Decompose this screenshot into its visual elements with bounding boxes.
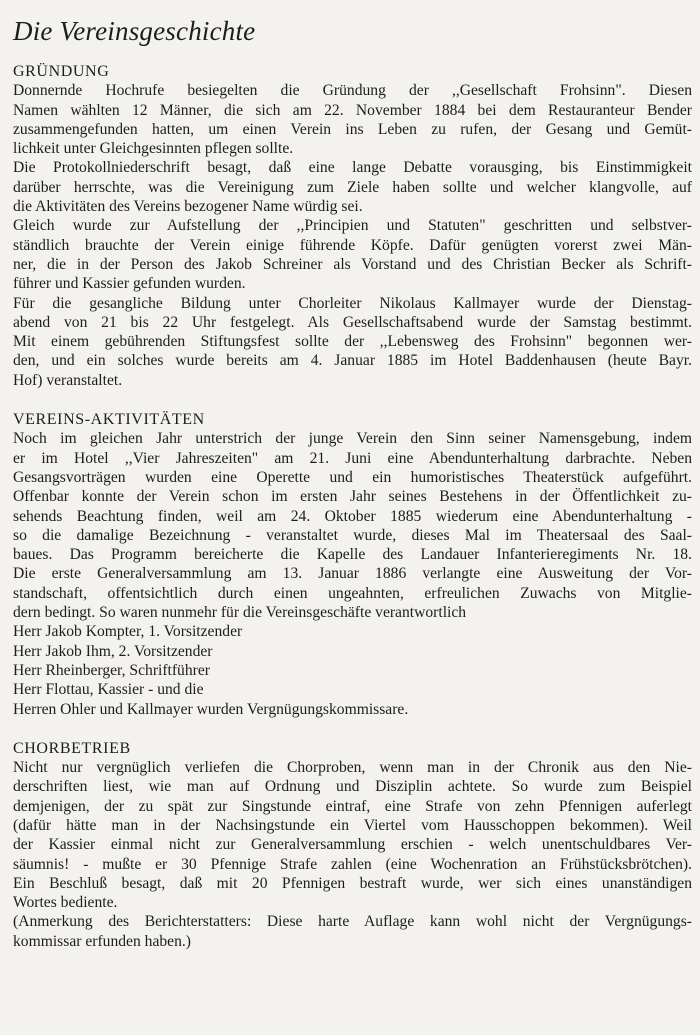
text-line: Donnernde Hochrufe besiegelten die Gründung der ,,Gesellschaft Frohsinn". Diesen [13,82,692,100]
text-line: baues. Das Programm bereicherte die Kapelle des Landauer Infanterieregiments Nr. 18. [13,546,692,564]
text-line: ner, die in der Person des Jakob Schreiner als Vorstand und des Christian Becker als Schrift- [13,255,692,273]
text-line: die Aktivitäten des Vereins bezogener Name würdig sei. [13,198,363,216]
board-member-line: Herr Jakob Kompter, 1. Vorsitzender [13,623,243,641]
text-line: derschriften liest, wie man auf Ordnung und Disziplin achtete. So wurde zum Beispiel [13,778,692,796]
text-line: (Anmerkung des Berichterstatters: Diese harte Auflage kann wohl nicht der Vergnügungs- [13,913,692,931]
text-line: dern bedingt. So waren nunmehr für die Vereinsgeschäfte verantwortlich [13,604,467,622]
section-body [13,429,692,718]
text-line: Gleich wurde zur Aufstellung der ,,Principien und Statuten" geschritten und selbstver- [13,217,692,235]
text-line: den, und ein solches wurde bereits am 4. Januar 1885 im Hotel Baddenhausen (heute Bayr. [13,352,692,370]
section-vereins-aktivitaeten [13,410,692,719]
text-line: zusammengefunden hatten, um einen Verein ins Leben zu rufen, der Gesang und Gemüt- [13,120,692,138]
text-line: darüber herrschte, was die Vereinigung zum Ziele haben sollte und welcher klangvolle, auf [13,178,692,196]
text-line: Offenbar konnte der Verein schon im ersten Jahr seines Bestehens in der Öffentlichkeit zu- [13,488,692,506]
board-member-line: Herr Flottau, Kassier - und die [13,681,204,699]
text-line: Namen wählten 12 Männer, die sich am 22. November 1884 bei dem Restauranteur Bender [13,101,692,119]
text-line: lichkeit unter Gleichgesinnten pflegen sollte. [13,140,294,158]
text-line: (dafür hätte man in der Nachsingstunde ein Viertel vom Hausschoppen bekommen). Weil [13,816,692,834]
board-member-line: Herr Rheinberger, Schriftführer [13,661,210,679]
board-member-line: Herr Jakob Ihm, 2. Vorsitzender [13,642,213,660]
text-line: Noch im gleichen Jahr unterstrich der junge Verein den Sinn seiner Namensgebung, indem [13,430,692,448]
text-line: kommissar erfunden haben.) [13,932,191,950]
text-line: Die Protokollniederschrift besagt, daß eine lange Debatte vorausging, bis Einstimmigkeit [13,159,692,177]
text-line: Gesangsvorträgen wurden eine Operette und ein humoristisches Theaterstück aufgeführt. [13,468,692,486]
text-line: Ein Beschluß besagt, daß mit 20 Pfennigen bestraft wurde, wer sich eines unanständigen [13,874,692,892]
text-line: sehends Beachtung finden, weil am 24. Oktober 1885 wiederum eine Abendunterhaltung - [13,507,692,525]
page-title: Die Vereinsgeschichte [13,16,256,46]
text-line: der Kassier einmal nicht zur Generalversammlung erschien - welch unentschuldbares Ver- [13,836,692,854]
section-heading: GRÜNDUNG [13,63,110,80]
board-member-line: Herren Ohler und Kallmayer wurden Vergnügungskommissare. [13,700,409,718]
text-line: führer und Kassier gefunden wurden. [13,275,246,293]
section-heading: VEREINS-AKTIVITÄTEN [13,411,205,429]
text-line: standschaft, offentsichtlich durch einen ungeahnten, erfreulichen Zuwachs von Mitglie- [13,584,692,602]
text-line: Hof) veranstaltet. [13,371,123,389]
section-heading: CHORBETRIEB [13,739,131,757]
text-line: Nicht nur vergnüglich verliefen die Chorproben, wenn man in der Chronik aus den Nie- [13,759,692,777]
text-line: säumnis! - mußte er 30 Pfennige Strafe zahlen (eine Wochenration an Frühstücksbrötchen). [13,855,692,873]
section-body [13,758,692,951]
text-line: Mit einem gebührenden Stiftungsfest sollte der ,,Lebensweg des Frohsinn" begonnen wer- [13,333,692,351]
text-line: Wortes bediente. [13,894,118,912]
text-line: ständlich brauchte der Verein einige führende Köpfe. Dafür genügten vorerst zwei Män- [13,236,692,254]
text-line: Für die gesangliche Bildung unter Chorleiter Nikolaus Kallmayer wurde der Dienstag- [13,294,692,312]
section-body [13,81,692,390]
text-line: demjenigen, der zu spät zur Singstunde eintraf, eine Strafe von zehn Pfennigen auferlegt [13,797,692,815]
section-gruendung [13,62,692,390]
text-line: abend von 21 bis 22 Uhr festgelegt. Als Gesellschaftsabend wurde der Samstag bestimmt. [13,313,692,331]
section-chorbetrieb [13,739,692,951]
text-line: Die erste Generalversammlung am 13. Januar 1886 verlangte eine Ausweitung der Vor- [13,565,692,583]
text-line: so die damalige Bezeichnung - veranstaltet wurde, dieses Mal im Theatersaal des Saal- [13,526,692,544]
text-line: er im Hotel ,,Vier Jahreszeiten" am 21. Juni eine Abendunterhaltung darbrachte. Neben [13,449,692,467]
